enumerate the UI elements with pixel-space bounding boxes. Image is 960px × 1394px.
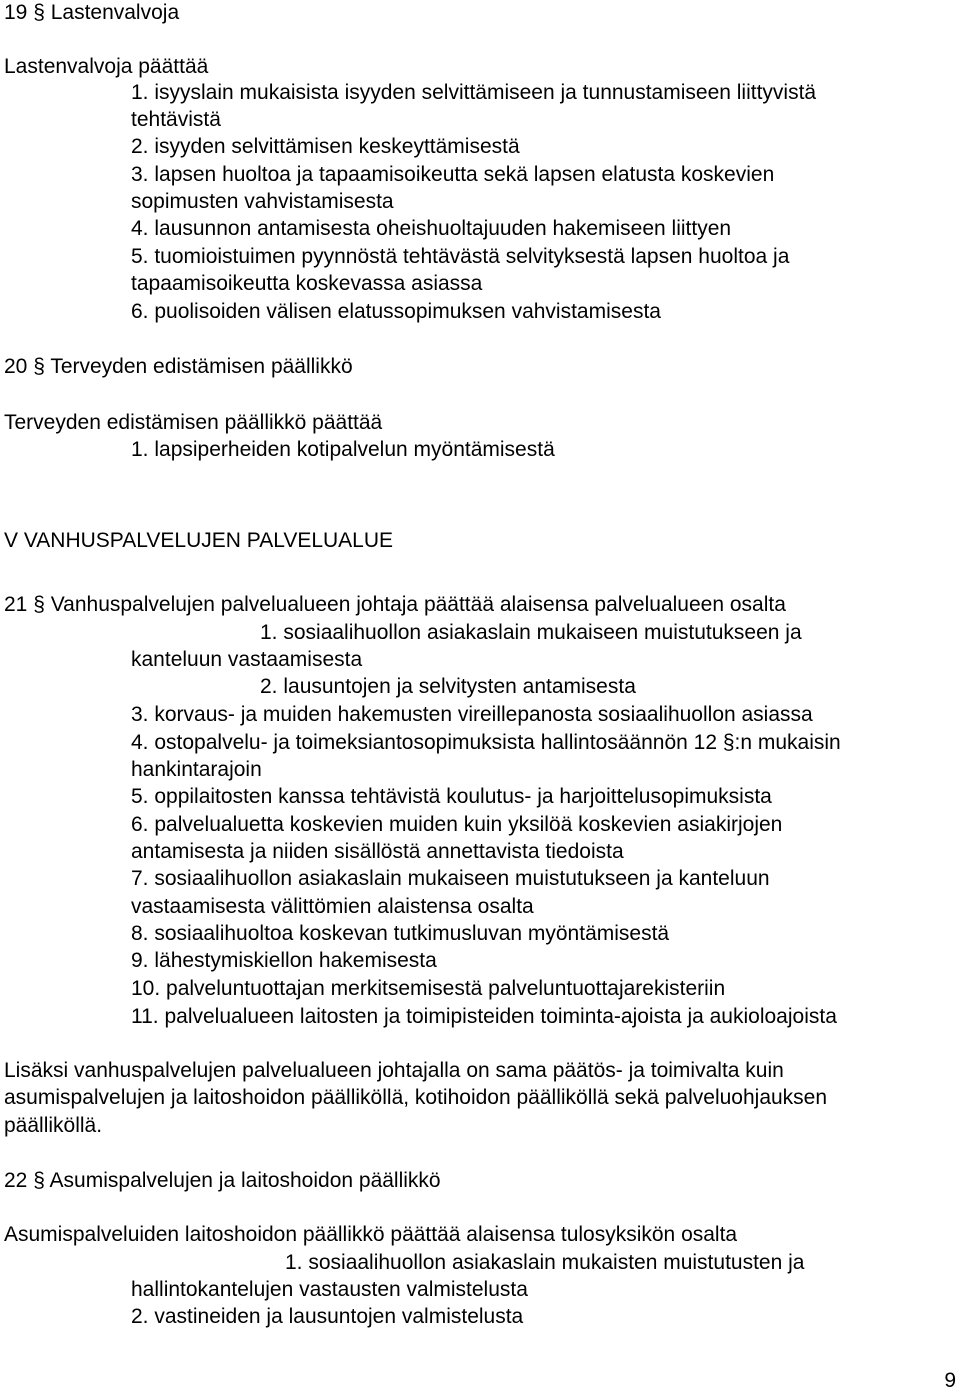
section-22-intro: Asumispalveluiden laitoshoidon päällikkö päättää alaisensa tulosyksikön osalta: [4, 1223, 738, 1246]
list-item: 9. lähestymiskiellon hakemisesta: [131, 949, 437, 972]
list-item: 2. isyyden selvittämisen keskeyttämisestä: [131, 135, 520, 158]
list-item: 7. sosiaalihuollon asiakaslain mukaiseen muistutukseen ja kanteluun: [131, 867, 770, 890]
list-item: 4. ostopalvelu- ja toimeksiantosopimuksista hallintosäännön 12 §:n mukaisin: [131, 731, 841, 754]
list-item: kanteluun vastaamisesta: [131, 648, 363, 671]
page-number: 9: [944, 1369, 956, 1392]
list-item: 3. korvaus- ja muiden hakemusten vireillepanosta sosiaalihuollon asiassa: [131, 703, 813, 726]
list-item: 1. isyyslain mukaisista isyyden selvittämiseen ja tunnustamiseen liittyvistä: [131, 81, 817, 104]
list-item: 1. sosiaalihuollon asiakaslain mukaisten muistutusten ja: [285, 1251, 805, 1274]
section-21-note: Lisäksi vanhuspalvelujen palvelualueen johtajalla on sama päätös- ja toimivalta kuin: [4, 1059, 784, 1082]
list-item: 3. lapsen huoltoa ja tapaamisoikeutta sekä lapsen elatusta koskevien: [131, 163, 775, 186]
list-item: 2. vastineiden ja lausuntojen valmistelusta: [131, 1305, 524, 1328]
list-item: 5. tuomioistuimen pyynnöstä tehtävästä selvityksestä lapsen huoltoa ja: [131, 245, 790, 268]
list-item: 1. lapsiperheiden kotipalvelun myöntämisestä: [131, 438, 555, 461]
list-item: 10. palveluntuottajan merkitsemisestä palveluntuottajarekisteriin: [131, 977, 726, 1000]
list-item: 11. palvelualueen laitosten ja toimipisteiden toiminta-ajoista ja aukioloajoista: [131, 1005, 837, 1028]
section-21-heading: 21 § Vanhuspalvelujen palvelualueen johtaja päättää alaisensa palvelualueen osalta: [4, 593, 786, 616]
list-item: 4. lausunnon antamisesta oheishuoltajuuden hakemiseen liittyen: [131, 217, 732, 240]
section-20-intro: Terveyden edistämisen päällikkö päättää: [4, 411, 383, 434]
list-item: hankintarajoin: [131, 758, 262, 781]
list-item: vastaamisesta välittömien alaistensa osalta: [131, 895, 534, 918]
list-item: tapaamisoikeutta koskevassa asiassa: [131, 272, 483, 295]
list-item: tehtävistä: [131, 108, 221, 131]
list-item: 5. oppilaitosten kanssa tehtävistä koulutus- ja harjoittelusopimuksista: [131, 785, 772, 808]
list-item: 1. sosiaalihuollon asiakaslain mukaiseen muistutukseen ja: [260, 621, 802, 644]
section-19-intro: Lastenvalvoja päättää: [4, 55, 209, 78]
section-21-note: päälliköllä.: [4, 1114, 103, 1137]
list-item: 8. sosiaalihuoltoa koskevan tutkimusluvan myöntämisestä: [131, 922, 670, 945]
section-22-heading: 22 § Asumispalvelujen ja laitoshoidon päällikkö: [4, 1169, 441, 1192]
list-item: antamisesta ja niiden sisällöstä annettavista tiedoista: [131, 840, 624, 863]
section-21-note: asumispalvelujen ja laitoshoidon päälliköllä, kotihoidon päälliköllä sekä palveluohjauksen: [4, 1086, 828, 1109]
list-item: 6. puolisoiden välisen elatussopimuksen vahvistamisesta: [131, 300, 661, 323]
list-item: 6. palvelualuetta koskevien muiden kuin yksilöä koskevien asiakirjojen: [131, 813, 783, 836]
list-item: sopimusten vahvistamisesta: [131, 190, 394, 213]
section-19-heading: 19 § Lastenvalvoja: [4, 1, 180, 24]
list-item: hallintokantelujen vastausten valmistelusta: [131, 1278, 528, 1301]
section-20-heading: 20 § Terveyden edistämisen päällikkö: [4, 355, 353, 378]
list-item: 2. lausuntojen ja selvitysten antamisesta: [260, 675, 636, 698]
section-v-heading: V VANHUSPALVELUJEN PALVELUALUE: [4, 529, 394, 552]
